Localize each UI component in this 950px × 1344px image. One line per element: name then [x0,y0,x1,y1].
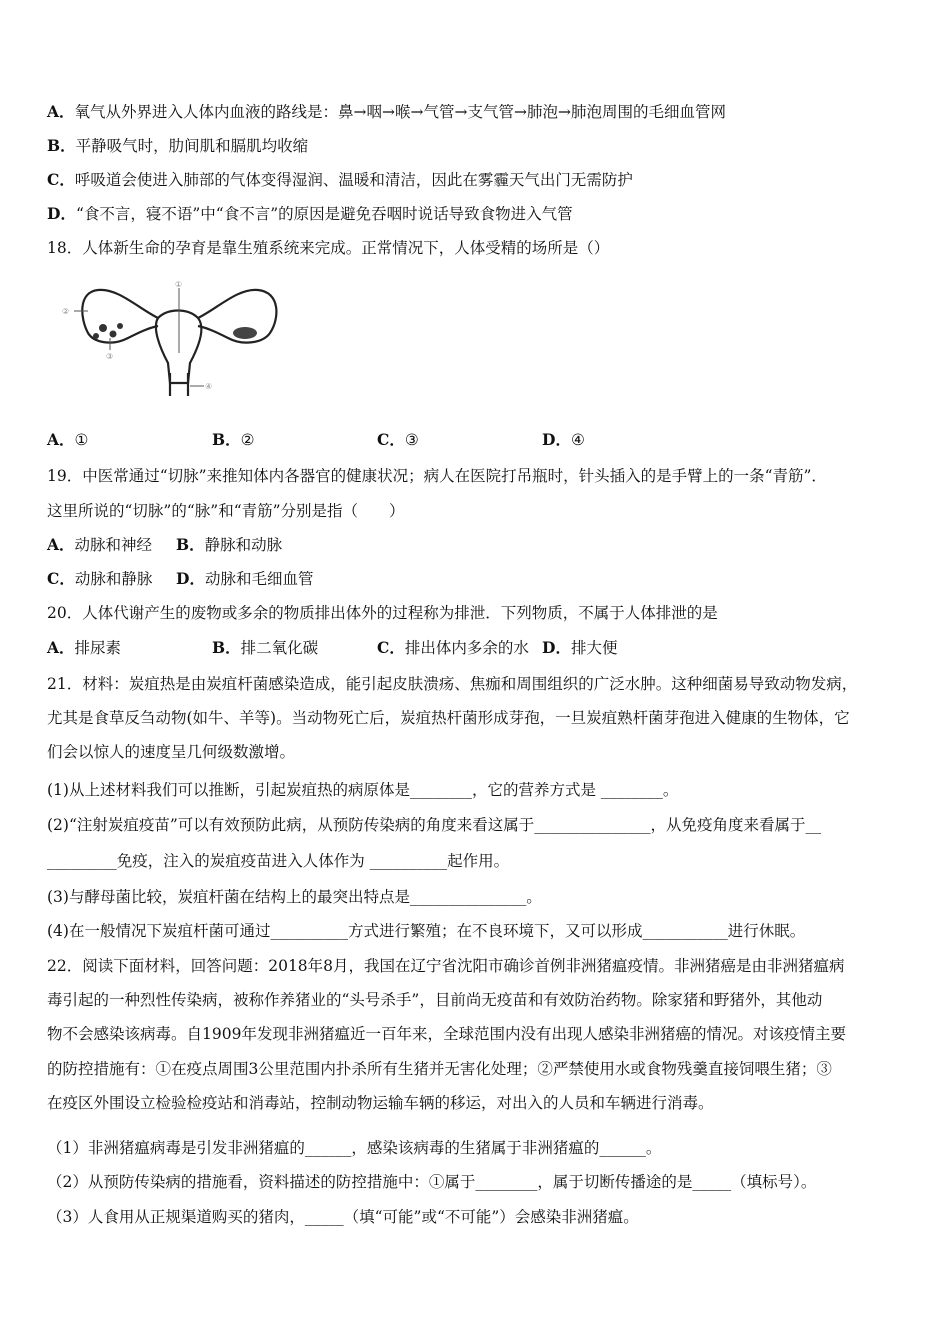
diagram-label: ① [175,280,183,289]
option-label: A． [47,102,75,121]
option-text: 排大便 [570,639,618,657]
q21-subquestion-4: (4)在一般情况下炭疽杆菌可通过__________方式进行繁殖；在不良环境下，又可以形成___________进行休眠。 [47,922,806,940]
option-label: D． [47,204,76,223]
q19-option-a [47,535,152,555]
q17-option-a [47,102,726,122]
q21-line: 们会以惊人的速度呈几何级数激增。 [47,743,296,761]
q22-line: 物不会感染该病毒。自1909年发现非洲猪瘟近一百年来，全球范围内没有出现人感染非洲猪癌的情况。对该疫情主要 [47,1025,846,1043]
option-text: 排出体内多余的水 [404,639,529,657]
q21-subquestion-3: (3)与酵母菌比较，炭疽杆菌在结构上的最突出特点是_______________。 [47,888,542,906]
q18-option-b [212,430,255,450]
q19-stem-line: 19．中医常通过“切脉”来推知体内各器官的健康状况；病人在医院打吊瓶时，针头插入的是手臂上的一条“青筋”． [47,467,827,485]
q19-option-c [47,569,152,589]
option-label: B． [212,430,241,449]
q17-option-d [47,204,573,224]
option-text: 排二氧化碳 [240,639,319,657]
option-text: 动脉和神经 [74,536,153,554]
q20-option-c [377,638,529,658]
option-text: 氧气从外界进入人体内血液的路线是：鼻→咽→喉→气管→支气管→肺泡→肺泡周围的毛细血管网 [74,103,726,121]
diagram-label: ④ [205,382,213,391]
q22-line: 毒引起的一种烈性传染病，被称作养猪业的“头号杀手”，目前尚无疫苗和有效防治药物。除家猪和野猪外，其他动 [47,991,823,1009]
option-label: D． [542,638,571,657]
option-label: A． [47,535,75,554]
q22-subquestion-2: （2）从预防传染病的措施看，资料描述的防控措施中：①属于________，属于切断传播途的是_____（填标号）。 [47,1173,817,1191]
option-label: B． [176,535,205,554]
q21-subquestion-2: (2)“注射炭疽疫苗”可以有效预防此病，从预防传染病的角度来看这属于_______________，从免疫角度来看属于__ [47,816,822,834]
option-text: “食不言，寝不语”中“食不言”的原因是避免吞咽时说话导致食物进入气管 [75,205,573,223]
q20-option-d [542,638,617,658]
q22-line: 在疫区外围设立检验检疫站和消毒站，控制动物运输车辆的移运，对出入的人员和车辆进行消毒。 [47,1094,714,1112]
option-label: D． [542,430,571,449]
q19-option-b [176,535,282,555]
q22-line: 的防控措施有：①在疫点周围3公里范围内扑杀所有生猪并无害化处理；②严禁使用水或食物残羹直接饲喂生猪；③ [47,1060,832,1078]
q20-option-b [212,638,318,658]
q18-option-a [47,430,88,450]
option-label: C． [47,569,75,588]
q18-option-c [377,430,419,450]
option-label: B． [212,638,241,657]
q20-stem: 20．人体代谢产生的废物或多余的物质排出体外的过程称为排泄．下列物质，不属于人体排泄的是 [47,604,718,622]
option-text: 静脉和动脉 [204,536,283,554]
option-text: 呼吸道会使进入肺部的气体变得湿润、温暖和清洁，因此在雾霾天气出门无需防护 [74,171,633,189]
q19-stem-line: 这里所说的“切脉”的“脉”和“青筋”分别是指（ ） [47,502,405,520]
q21-line: 尤其是食草反刍动物(如牛、羊等)。当动物死亡后，炭疽热杆菌形成芽孢，一旦炭疽熟杆菌芽孢进入健康的生物体，它 [47,709,850,727]
option-label: A． [47,638,75,657]
q21-subquestion-2-cont: _________免疫，注入的炭疽疫苗进入人体作为 __________起作用。 [47,852,510,870]
q18-option-d [542,430,585,450]
diagram-label: ③ [106,352,114,361]
option-text: 动脉和毛细血管 [204,570,314,588]
option-text: ④ [570,431,585,449]
q17-option-b [47,136,308,156]
q17-option-c [47,170,633,190]
q20-option-a [47,638,121,658]
option-text: ② [240,431,255,449]
option-label: B． [47,136,76,155]
female-reproductive-system-diagram [58,278,298,400]
q21-line: 21．材料：炭疽热是由炭疽杆菌感染造成，能引起皮肤溃疡、焦痂和周围组织的广泛水肿。这种细菌易导致动物发病， [47,675,858,693]
option-label: C． [377,638,405,657]
diagram-label: ② [62,307,70,316]
q21-subquestion-1: (1)从上述材料我们可以推断，引起炭疽热的病原体是________，它的营养方式是 ________。 [47,781,679,799]
q19-option-d [176,569,313,589]
option-text: ③ [404,431,419,449]
q22-line: 22．阅读下面材料，回答问题：2018年8月，我国在辽宁省沈阳市确诊首例非洲猪瘟疫情。非洲猪癌是由非洲猪瘟病 [47,957,845,975]
option-text: ① [74,431,89,449]
option-label: C． [47,170,75,189]
q22-subquestion-1: （1）非洲猪瘟病毒是引发非洲猪瘟的______，感染该病毒的生猪属于非洲猪瘟的______。 [47,1139,662,1157]
option-label: D． [176,569,205,588]
option-text: 动脉和静脉 [74,570,153,588]
q22-subquestion-3: （3）人食用从正规渠道购买的猪肉，_____（填“可能”或“不可能”）会感染非洲猪瘟。 [47,1208,639,1226]
q18-stem: 18．人体新生命的孕育是靠生殖系统来完成。正常情况下，人体受精的场所是（） [47,239,610,257]
option-text: 平静吸气时，肋间肌和膈肌均收缩 [75,137,309,155]
option-text: 排尿素 [74,639,122,657]
option-label: C． [377,430,405,449]
option-label: A． [47,430,75,449]
